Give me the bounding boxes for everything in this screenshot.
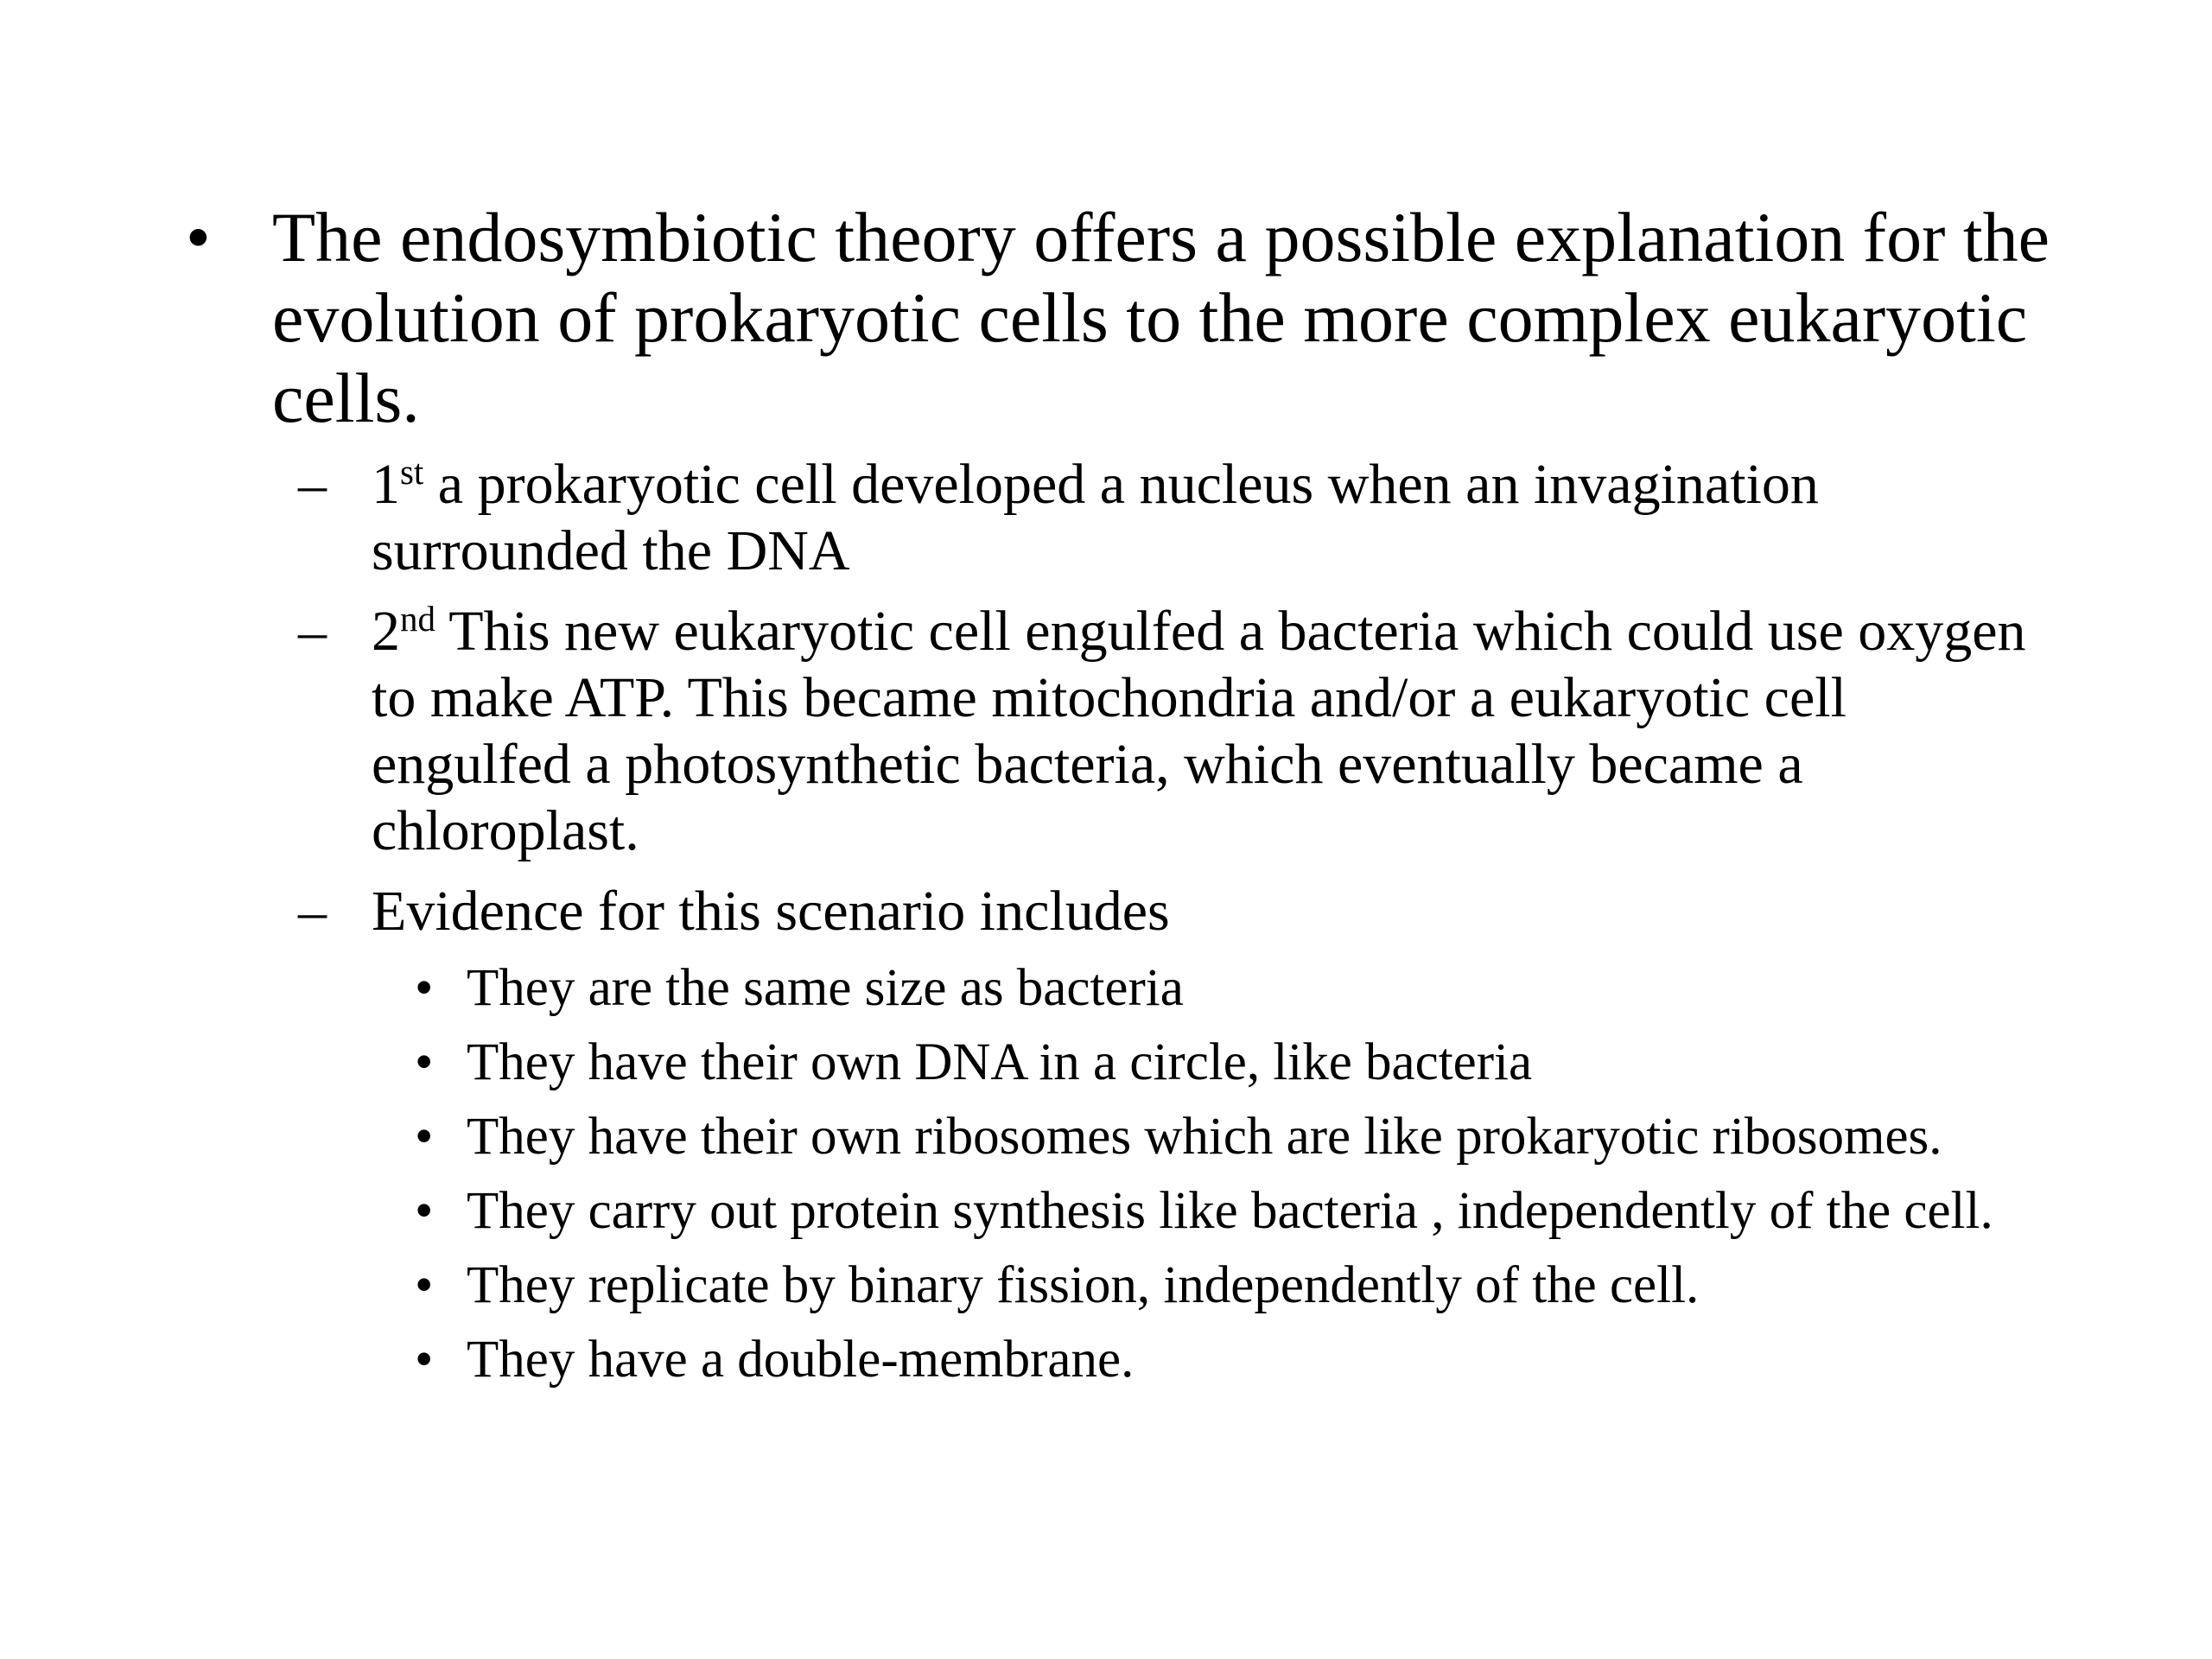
evidence-text: They are the same size as bacteria [467, 959, 1184, 1017]
ordinal-number: 2 [372, 600, 400, 663]
evidence-item [415, 1107, 2026, 1167]
evidence-item [415, 1181, 2026, 1242]
evidence-text: They carry out protein synthesis like bacteria , independently of the cell. [467, 1182, 1993, 1240]
bullet-marker: • [415, 1331, 434, 1389]
evidence-text: They have their own DNA in a circle, like bacteria [467, 1033, 1533, 1091]
sub-bullet-body: a prokaryotic cell developed a nucleus when an invagination surrounded the DNA [372, 453, 1819, 582]
evidence-text: They have a double-membrane. [467, 1331, 1135, 1389]
bullet-marker: • [415, 1256, 434, 1314]
ordinal-suffix: nd [400, 599, 435, 639]
evidence-text: They have their own ribosomes which are like prokaryotic ribosomes. [467, 1108, 1942, 1166]
bullet-marker: • [415, 1033, 434, 1091]
dash-marker: – [298, 453, 327, 516]
evidence-item [415, 1330, 2026, 1390]
sub-bullet-evidence [298, 878, 2026, 1390]
sub-bullet-first [298, 451, 2026, 584]
evidence-item [415, 1255, 2026, 1316]
main-bullet-text: The endosymbiotic theory offers a possible explanation for the evolution of prokaryotic cells to the more complex eukaryotic cells. [272, 198, 2050, 437]
sub-bullet-list [298, 451, 2026, 1404]
main-bullet [186, 197, 2069, 438]
sub-bullet-body: This new eukaryotic cell engulfed a bacteria which could use oxygen to make ATP. This became mitochondria and/or a eukaryotic cell engulfed a photosynthetic bacteria, which eventually became a chloroplast. [372, 600, 2026, 862]
ordinal-number: 1 [372, 453, 400, 516]
evidence-item [415, 1033, 2026, 1093]
evidence-list [415, 958, 2026, 1390]
evidence-text: They replicate by binary fission, independently of the cell. [467, 1256, 1700, 1314]
sub-bullet-text: Evidence for this scenario includes [372, 880, 1170, 943]
dash-marker: – [298, 600, 327, 663]
dash-marker: – [298, 880, 327, 943]
bullet-marker: • [415, 1108, 434, 1166]
ordinal-suffix: st [400, 452, 424, 492]
evidence-item [415, 958, 2026, 1019]
sub-bullet-text [372, 598, 2026, 864]
bullet-marker: • [186, 198, 211, 276]
sub-bullet-text [372, 451, 2026, 584]
sub-bullet-second [298, 598, 2026, 864]
bullet-marker: • [415, 959, 434, 1017]
bullet-marker: • [415, 1182, 434, 1240]
